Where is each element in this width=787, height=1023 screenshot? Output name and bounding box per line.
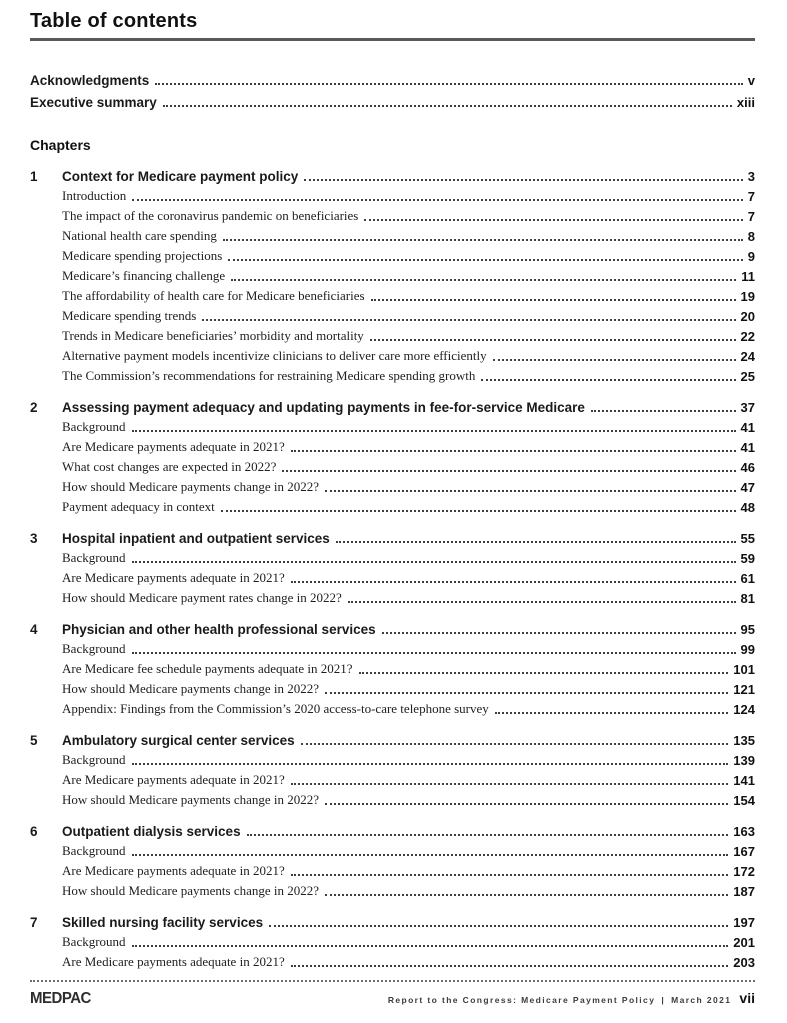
- toc-entry[interactable]: [30, 88, 755, 110]
- page-footer: [30, 980, 755, 1007]
- section-label: Background: [62, 934, 126, 949]
- dot-leader: [370, 339, 736, 341]
- chapter-title: Ambulatory surgical center services: [62, 733, 295, 748]
- entry-page-number: 124: [733, 702, 755, 717]
- toc-entry[interactable]: [30, 697, 755, 717]
- dot-leader: [282, 470, 735, 472]
- toc-entry[interactable]: [30, 817, 755, 839]
- section-label: The impact of the coronavirus pandemic on beneficiaries: [62, 208, 359, 223]
- toc-entry[interactable]: [30, 393, 755, 415]
- entry-page-number: 7: [747, 189, 755, 204]
- dot-leader: [291, 874, 729, 876]
- entry-page-number: xiii: [736, 95, 755, 110]
- toc-entry[interactable]: [30, 244, 755, 264]
- dot-leader: [247, 834, 729, 836]
- toc-entry[interactable]: [30, 546, 755, 566]
- entry-page-number: 41: [740, 420, 755, 435]
- entry-page-number: 41: [740, 440, 755, 455]
- entry-page-number: 47: [740, 480, 755, 495]
- dot-leader: [495, 712, 729, 714]
- section-label: Background: [62, 419, 126, 434]
- entry-page-number: 95: [740, 622, 755, 637]
- footer-divider: [30, 980, 755, 982]
- entry-page-number: 24: [740, 349, 755, 364]
- medpac-logo: MEDPAC: [30, 989, 91, 1008]
- section-label: How should Medicare payments change in 2022?: [62, 479, 320, 494]
- toc-entry[interactable]: [30, 435, 755, 455]
- dot-leader: [304, 179, 742, 181]
- dot-leader: [231, 279, 736, 281]
- toc-entry[interactable]: [30, 677, 755, 697]
- dot-leader: [223, 239, 743, 241]
- section-label: What cost changes are expected in 2022?: [62, 459, 277, 474]
- section-label: The Commission’s recommendations for restraining Medicare spending growth: [62, 368, 476, 383]
- footer-right: [388, 990, 755, 1006]
- entry-page-number: 135: [733, 733, 755, 748]
- page-title: Table of contents: [30, 10, 198, 32]
- toc-entry[interactable]: [30, 908, 755, 930]
- entry-page-number: 187: [733, 884, 755, 899]
- chapter-number: 4: [30, 622, 38, 637]
- chapter-number: 6: [30, 824, 38, 839]
- section-label: The affordability of health care for Medicare beneficiaries: [62, 288, 365, 303]
- entry-page-number: 172: [733, 864, 755, 879]
- toc-entry[interactable]: [30, 637, 755, 657]
- chapter-block: [30, 393, 755, 515]
- chapter-title: Assessing payment adequacy and updating payments in fee-for-service Medicare: [62, 400, 585, 415]
- section-label: Background: [62, 752, 126, 767]
- footer-page-number: vii: [739, 990, 755, 1006]
- entry-page-number: 201: [733, 935, 755, 950]
- section-label: How should Medicare payment rates change in 2022?: [62, 590, 342, 605]
- chapter-title: Physician and other health professional services: [62, 622, 376, 637]
- footer-report-title: Report to the Congress: Medicare Payment Policy: [387, 995, 656, 1005]
- entry-page-number: 59: [740, 551, 755, 566]
- entry-page-number: 48: [740, 500, 755, 515]
- entry-page-number: 11: [741, 269, 755, 284]
- dot-leader: [382, 632, 736, 634]
- entry-page-number: 121: [733, 682, 755, 697]
- chapter-title: Outpatient dialysis services: [62, 824, 241, 839]
- toc-entry[interactable]: [30, 930, 755, 950]
- toc-entry[interactable]: [30, 495, 755, 515]
- footer-date: March 2021: [671, 995, 732, 1005]
- entry-page-number: v: [747, 73, 755, 88]
- front-matter-label: Acknowledgments: [30, 73, 150, 88]
- dot-leader: [301, 743, 729, 745]
- dot-leader: [155, 83, 742, 85]
- toc-entry[interactable]: [30, 566, 755, 586]
- section-label: Medicare spending trends: [62, 308, 197, 323]
- toc-entry[interactable]: [30, 344, 755, 364]
- chapters-heading: Chapters: [30, 137, 91, 153]
- section-label: Alternative payment models incentivize clinicians to deliver care more efficiently: [62, 348, 487, 363]
- toc-entry[interactable]: [30, 455, 755, 475]
- entry-page-number: 81: [740, 591, 755, 606]
- dot-leader: [325, 894, 728, 896]
- dot-leader: [364, 219, 742, 221]
- toc-entry[interactable]: [30, 415, 755, 435]
- dot-leader: [163, 105, 732, 107]
- toc-entry[interactable]: [30, 748, 755, 768]
- section-label: Are Medicare payments adequate in 2021?: [62, 439, 285, 454]
- dot-leader: [348, 601, 736, 603]
- dot-leader: [359, 672, 729, 674]
- entry-page-number: 203: [733, 955, 755, 970]
- dot-leader: [493, 359, 736, 361]
- dot-leader: [132, 199, 743, 201]
- toc-entry[interactable]: [30, 184, 755, 204]
- toc-entry[interactable]: [30, 768, 755, 788]
- chapter-block: [30, 726, 755, 808]
- toc-entry[interactable]: [30, 615, 755, 637]
- chapter-title: Context for Medicare payment policy: [62, 169, 299, 184]
- dot-leader: [325, 803, 728, 805]
- entry-page-number: 19: [740, 289, 755, 304]
- dot-leader: [291, 581, 736, 583]
- toc-entry[interactable]: [30, 879, 755, 899]
- toc-entry[interactable]: [30, 475, 755, 495]
- page-header: [30, 10, 755, 41]
- dot-leader: [325, 692, 728, 694]
- toc-entry[interactable]: [30, 324, 755, 344]
- section-label: Are Medicare payments adequate in 2021?: [62, 954, 285, 969]
- toc-entry[interactable]: [30, 859, 755, 879]
- front-matter-label: Executive summary: [30, 95, 157, 110]
- chapter-block: [30, 615, 755, 717]
- section-label: Are Medicare payments adequate in 2021?: [62, 570, 285, 585]
- dot-leader: [481, 379, 735, 381]
- section-label: How should Medicare payments change in 2022?: [62, 883, 320, 898]
- dot-leader: [132, 652, 736, 654]
- title-divider: [30, 38, 755, 41]
- section-label: Introduction: [62, 188, 127, 203]
- toc-entry[interactable]: [30, 657, 755, 677]
- section-label: How should Medicare payments change in 2022?: [62, 681, 320, 696]
- chapter-number: 2: [30, 400, 38, 415]
- toc-entry[interactable]: [30, 224, 755, 244]
- toc-entry[interactable]: [30, 162, 755, 184]
- section-label: Medicare spending projections: [62, 248, 223, 263]
- chapter-block: [30, 162, 755, 384]
- section-label: Appendix: Findings from the Commission’s 2020 access-to-care telephone survey: [62, 701, 489, 716]
- dot-leader: [336, 541, 736, 543]
- dot-leader: [291, 783, 729, 785]
- toc-entry[interactable]: [30, 788, 755, 808]
- dot-leader: [291, 450, 736, 452]
- section-label: Are Medicare fee schedule payments adequate in 2021?: [62, 661, 353, 676]
- toc-entry[interactable]: [30, 524, 755, 546]
- entry-page-number: 61: [740, 571, 755, 586]
- toc-entry[interactable]: [30, 264, 755, 284]
- section-label: Background: [62, 550, 126, 565]
- chapter-block: [30, 524, 755, 606]
- toc-entry[interactable]: [30, 586, 755, 606]
- front-matter-list: [30, 66, 755, 110]
- entry-page-number: 37: [740, 400, 755, 415]
- dot-leader: [591, 410, 736, 412]
- dot-leader: [325, 490, 735, 492]
- toc-entry[interactable]: [30, 364, 755, 384]
- section-label: Are Medicare payments adequate in 2021?: [62, 772, 285, 787]
- toc-entry[interactable]: [30, 839, 755, 859]
- section-label: National health care spending: [62, 228, 217, 243]
- entry-page-number: 99: [740, 642, 755, 657]
- entry-page-number: 3: [747, 169, 755, 184]
- entry-page-number: 46: [740, 460, 755, 475]
- chapter-number: 5: [30, 733, 38, 748]
- entry-page-number: 163: [733, 824, 755, 839]
- entry-page-number: 8: [747, 229, 755, 244]
- entry-page-number: 141: [733, 773, 755, 788]
- dot-leader: [228, 259, 742, 261]
- dot-leader: [269, 925, 728, 927]
- toc-entry[interactable]: [30, 66, 755, 88]
- entry-page-number: 197: [733, 915, 755, 930]
- entry-page-number: 167: [733, 844, 755, 859]
- toc-entry[interactable]: [30, 304, 755, 324]
- dot-leader: [221, 510, 736, 512]
- dot-leader: [291, 965, 729, 967]
- footer-separator: |: [661, 995, 666, 1005]
- entry-page-number: 139: [733, 753, 755, 768]
- entry-page-number: 154: [733, 793, 755, 808]
- section-label: Background: [62, 641, 126, 656]
- dot-leader: [132, 945, 729, 947]
- section-label: Are Medicare payments adequate in 2021?: [62, 863, 285, 878]
- chapter-block: [30, 817, 755, 899]
- dot-leader: [132, 763, 729, 765]
- section-label: Medicare’s financing challenge: [62, 268, 226, 283]
- entry-page-number: 55: [740, 531, 755, 546]
- entry-page-number: 7: [747, 209, 755, 224]
- section-label: Trends in Medicare beneficiaries’ morbidity and mortality: [62, 328, 364, 343]
- dot-leader: [132, 561, 736, 563]
- entry-page-number: 22: [740, 329, 755, 344]
- chapter-number: 1: [30, 169, 38, 184]
- chapter-number: 7: [30, 915, 38, 930]
- chapter-title: Skilled nursing facility services: [62, 915, 264, 930]
- dot-leader: [132, 430, 736, 432]
- entry-page-number: 9: [747, 249, 755, 264]
- section-label: Payment adequacy in context: [62, 499, 215, 514]
- entry-page-number: 20: [740, 309, 755, 324]
- entry-page-number: 25: [740, 369, 755, 384]
- toc-entry[interactable]: [30, 284, 755, 304]
- chapters-list: [30, 162, 755, 970]
- entry-page-number: 101: [733, 662, 755, 677]
- section-label: How should Medicare payments change in 2022?: [62, 792, 320, 807]
- dot-leader: [371, 299, 736, 301]
- section-label: Background: [62, 843, 126, 858]
- dot-leader: [132, 854, 729, 856]
- toc-entry[interactable]: [30, 950, 755, 970]
- footer-content: [30, 990, 755, 1007]
- chapter-number: 3: [30, 531, 38, 546]
- toc-entry[interactable]: [30, 204, 755, 224]
- toc-entry[interactable]: [30, 726, 755, 748]
- dot-leader: [202, 319, 735, 321]
- chapter-block: [30, 908, 755, 970]
- chapter-title: Hospital inpatient and outpatient services: [62, 531, 330, 546]
